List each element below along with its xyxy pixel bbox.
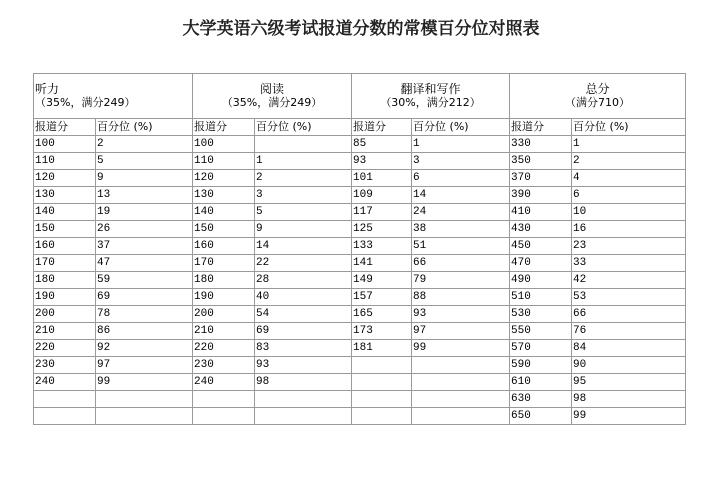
table-cell: 33 <box>572 255 686 272</box>
column-header: 报道分 <box>34 119 96 136</box>
table-cell: 630 <box>510 391 572 408</box>
table-cell: 109 <box>352 187 412 204</box>
table-cell <box>193 408 255 425</box>
group-header-translation-writing <box>352 74 510 119</box>
table-cell: 97 <box>412 323 510 340</box>
table-cell: 42 <box>572 272 686 289</box>
group-header-reading <box>193 74 352 119</box>
table-cell: 92 <box>96 340 193 357</box>
table-cell: 19 <box>96 204 193 221</box>
table-cell: 93 <box>352 153 412 170</box>
table-cell <box>352 357 412 374</box>
table-cell: 26 <box>96 221 193 238</box>
table-cell: 95 <box>572 374 686 391</box>
table-cell: 130 <box>193 187 255 204</box>
table-cell: 2 <box>572 153 686 170</box>
table-cell: 370 <box>510 170 572 187</box>
table-cell: 120 <box>193 170 255 187</box>
table-cell: 1 <box>572 136 686 153</box>
table-cell: 86 <box>96 323 193 340</box>
column-header: 报道分 <box>352 119 412 136</box>
table-cell: 180 <box>193 272 255 289</box>
table-cell: 5 <box>255 204 352 221</box>
table-cell: 59 <box>96 272 193 289</box>
table-cell: 88 <box>412 289 510 306</box>
page-title: 大学英语六级考试报道分数的常模百分位对照表 <box>182 19 540 39</box>
table-cell: 69 <box>96 289 193 306</box>
column-header: 报道分 <box>193 119 255 136</box>
table-cell: 4 <box>572 170 686 187</box>
table-cell: 220 <box>34 340 96 357</box>
table-cell: 390 <box>510 187 572 204</box>
table-cell <box>352 391 412 408</box>
table-cell: 173 <box>352 323 412 340</box>
table-cell <box>255 136 352 153</box>
table-cell <box>412 357 510 374</box>
table-cell: 5 <box>96 153 193 170</box>
group-note: （30%，满分212） <box>380 96 481 109</box>
table-row <box>34 187 686 204</box>
column-header: 百分位 (%) <box>572 119 686 136</box>
table-cell: 160 <box>193 238 255 255</box>
table-cell: 98 <box>255 374 352 391</box>
percentile-table <box>33 73 686 425</box>
table-row <box>34 170 686 187</box>
table-cell: 37 <box>96 238 193 255</box>
table-cell: 240 <box>193 374 255 391</box>
table-cell: 210 <box>193 323 255 340</box>
group-note: （35%，满分249） <box>221 96 323 109</box>
table-cell: 170 <box>193 255 255 272</box>
table-cell: 430 <box>510 221 572 238</box>
table-cell: 165 <box>352 306 412 323</box>
table-cell: 125 <box>352 221 412 238</box>
table-cell: 10 <box>572 204 686 221</box>
table-row <box>34 289 686 306</box>
group-header-listening <box>34 74 193 119</box>
table-cell <box>412 408 510 425</box>
table-cell: 140 <box>34 204 96 221</box>
table-cell: 100 <box>193 136 255 153</box>
table-cell: 6 <box>412 170 510 187</box>
table-cell: 230 <box>193 357 255 374</box>
table-cell: 510 <box>510 289 572 306</box>
table-cell: 110 <box>34 153 96 170</box>
table-row <box>34 153 686 170</box>
table-cell: 140 <box>193 204 255 221</box>
group-header-total <box>510 74 686 119</box>
table-cell: 120 <box>34 170 96 187</box>
table-cell: 410 <box>510 204 572 221</box>
table-cell: 100 <box>34 136 96 153</box>
table-cell: 99 <box>412 340 510 357</box>
table-cell: 330 <box>510 136 572 153</box>
table-cell: 6 <box>572 187 686 204</box>
table-row <box>34 272 686 289</box>
table-cell: 22 <box>255 255 352 272</box>
table-row <box>34 340 686 357</box>
table-cell <box>34 391 96 408</box>
column-header: 报道分 <box>510 119 572 136</box>
column-header-row <box>34 119 686 136</box>
table-cell <box>96 408 193 425</box>
table-cell: 150 <box>34 221 96 238</box>
table-cell: 590 <box>510 357 572 374</box>
group-name: 翻译和写作 <box>400 82 461 96</box>
table-cell: 13 <box>96 187 193 204</box>
table-cell: 180 <box>34 272 96 289</box>
table-cell: 350 <box>510 153 572 170</box>
table-cell: 99 <box>96 374 193 391</box>
table-cell: 157 <box>352 289 412 306</box>
table-cell: 93 <box>255 357 352 374</box>
table-cell <box>193 391 255 408</box>
table-cell: 220 <box>193 340 255 357</box>
table-cell: 54 <box>255 306 352 323</box>
table-cell: 97 <box>96 357 193 374</box>
table-cell <box>255 391 352 408</box>
table-cell: 130 <box>34 187 96 204</box>
table-cell: 9 <box>255 221 352 238</box>
table-cell: 51 <box>412 238 510 255</box>
table-cell: 38 <box>412 221 510 238</box>
table-cell: 570 <box>510 340 572 357</box>
table-cell: 200 <box>193 306 255 323</box>
table-cell: 3 <box>255 187 352 204</box>
table-cell: 84 <box>572 340 686 357</box>
column-header: 百分位 (%) <box>96 119 193 136</box>
table-cell: 1 <box>255 153 352 170</box>
table-cell: 16 <box>572 221 686 238</box>
column-header: 百分位 (%) <box>412 119 510 136</box>
table-row <box>34 221 686 238</box>
table-cell <box>255 408 352 425</box>
table-cell: 1 <box>412 136 510 153</box>
table-cell: 133 <box>352 238 412 255</box>
table-cell: 69 <box>255 323 352 340</box>
table-cell: 23 <box>572 238 686 255</box>
table-cell: 14 <box>255 238 352 255</box>
table-cell: 98 <box>572 391 686 408</box>
table-cell: 85 <box>352 136 412 153</box>
table-cell <box>352 408 412 425</box>
table-cell: 141 <box>352 255 412 272</box>
group-name: 总分 <box>585 82 610 96</box>
table-body <box>34 136 686 425</box>
table-cell: 99 <box>572 408 686 425</box>
table-cell: 530 <box>510 306 572 323</box>
table-cell: 150 <box>193 221 255 238</box>
table-cell <box>412 374 510 391</box>
group-note: （满分710） <box>565 96 631 109</box>
table-cell: 149 <box>352 272 412 289</box>
table-cell <box>412 391 510 408</box>
table-cell <box>352 374 412 391</box>
group-note: （35%，满分249） <box>35 96 136 109</box>
table-cell: 78 <box>96 306 193 323</box>
table-cell: 450 <box>510 238 572 255</box>
table-cell: 24 <box>412 204 510 221</box>
table-cell: 90 <box>572 357 686 374</box>
table-cell: 101 <box>352 170 412 187</box>
table-row <box>34 204 686 221</box>
table-cell: 230 <box>34 357 96 374</box>
table-cell: 53 <box>572 289 686 306</box>
table-cell: 2 <box>255 170 352 187</box>
table-row <box>34 357 686 374</box>
table-cell: 117 <box>352 204 412 221</box>
table-cell: 210 <box>34 323 96 340</box>
group-name: 阅读 <box>260 82 285 96</box>
table-row <box>34 391 686 408</box>
column-header: 百分位 (%) <box>255 119 352 136</box>
table-cell: 190 <box>193 289 255 306</box>
table-cell: 190 <box>34 289 96 306</box>
table-cell: 66 <box>572 306 686 323</box>
table-cell: 160 <box>34 238 96 255</box>
group-header-row <box>34 74 686 119</box>
table-cell: 550 <box>510 323 572 340</box>
table-cell: 79 <box>412 272 510 289</box>
group-name: 听力 <box>35 82 60 96</box>
table-cell <box>34 408 96 425</box>
table-cell <box>96 391 193 408</box>
table-row <box>34 408 686 425</box>
table-cell: 14 <box>412 187 510 204</box>
table-row <box>34 255 686 272</box>
table-cell: 93 <box>412 306 510 323</box>
table-row <box>34 238 686 255</box>
table-row <box>34 136 686 153</box>
table-cell: 47 <box>96 255 193 272</box>
table-cell: 9 <box>96 170 193 187</box>
table-cell: 490 <box>510 272 572 289</box>
table-cell: 40 <box>255 289 352 306</box>
table-cell: 470 <box>510 255 572 272</box>
table-row <box>34 374 686 391</box>
table-cell: 240 <box>34 374 96 391</box>
table-cell: 66 <box>412 255 510 272</box>
table-row <box>34 306 686 323</box>
table-cell: 83 <box>255 340 352 357</box>
table-cell: 28 <box>255 272 352 289</box>
table-cell: 110 <box>193 153 255 170</box>
table-cell: 650 <box>510 408 572 425</box>
table-cell: 200 <box>34 306 96 323</box>
table-cell: 76 <box>572 323 686 340</box>
table-cell: 3 <box>412 153 510 170</box>
table-cell: 170 <box>34 255 96 272</box>
table-cell: 2 <box>96 136 193 153</box>
table-row <box>34 323 686 340</box>
table-cell: 610 <box>510 374 572 391</box>
table-cell: 181 <box>352 340 412 357</box>
